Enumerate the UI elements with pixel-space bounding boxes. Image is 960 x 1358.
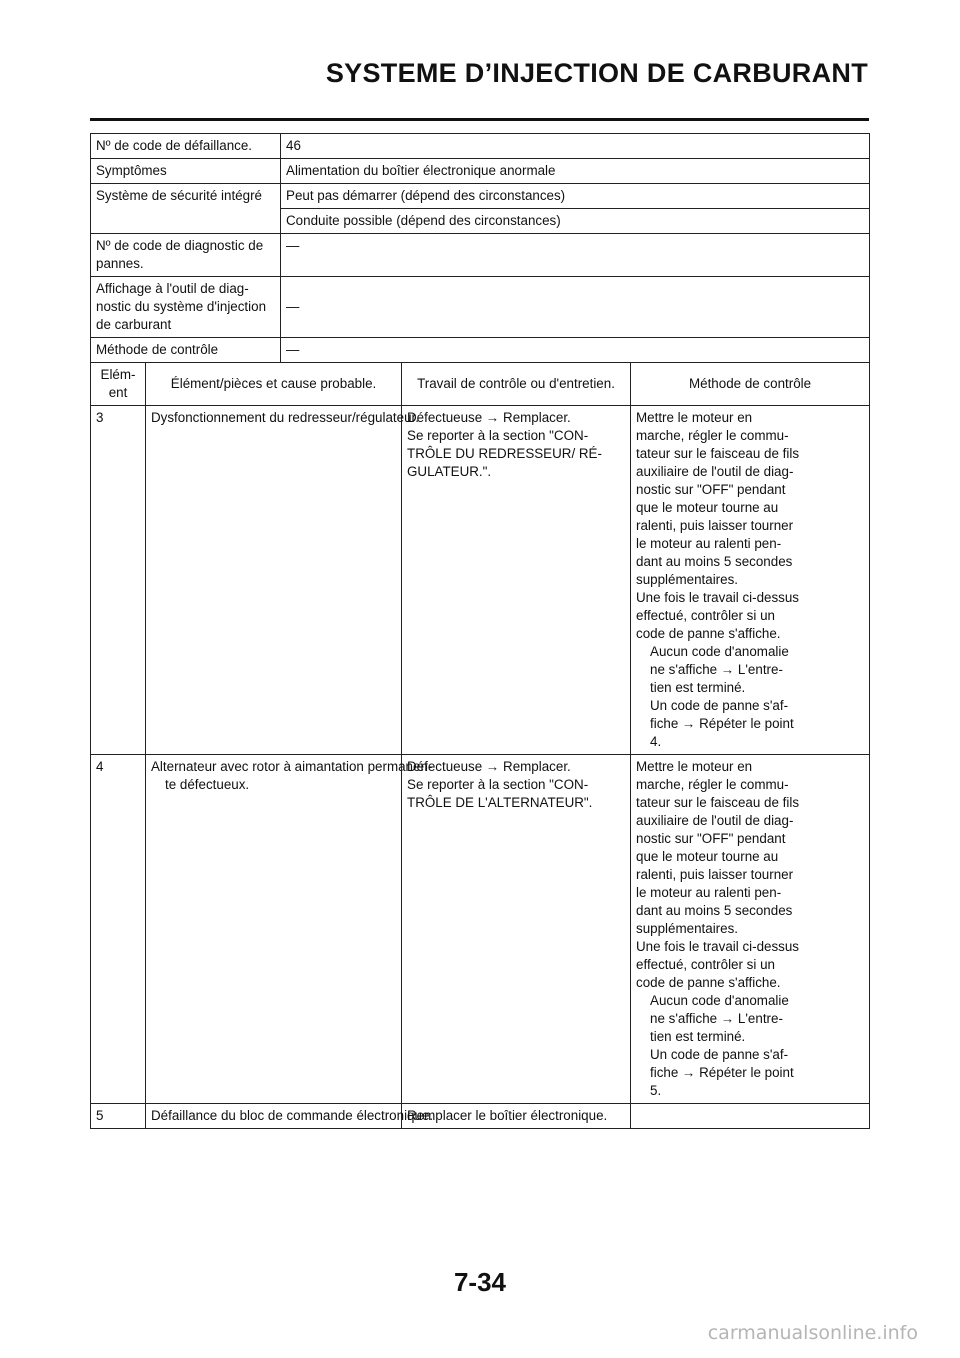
method-line: tateur sur le faisceau de fils xyxy=(636,446,800,461)
method-line: supplémentaires. xyxy=(636,572,738,587)
method-line: ralenti, puis laisser tourner xyxy=(636,518,794,533)
method-line: le moteur au ralenti pen- xyxy=(636,536,782,551)
cause-line: Défaillance du bloc de commande électronique. xyxy=(151,1108,434,1123)
info-row-method xyxy=(91,338,870,363)
method-sub-line: Un code de panne s'af- xyxy=(650,1047,789,1062)
work-line: GULATEUR.". xyxy=(407,464,492,479)
method-line: le moteur au ralenti pen- xyxy=(636,885,782,900)
method-line: code de panne s'affiche. xyxy=(636,975,781,990)
method-sub-line: ne s'affiche → L'entre- xyxy=(650,1011,783,1026)
info-row-fail-safe xyxy=(91,184,870,209)
display-label-line: nostic du système d'injection xyxy=(96,299,267,314)
method-line: que le moteur tourne au xyxy=(636,849,779,864)
info-row-code xyxy=(91,134,870,159)
code-label: Nº de code de défaillance. xyxy=(91,134,281,159)
info-row-diag-code xyxy=(91,234,870,277)
row-item: 4 xyxy=(91,755,146,1104)
row-work xyxy=(402,406,631,755)
row-item: 3 xyxy=(91,406,146,755)
display-value: — xyxy=(281,277,870,338)
row-method xyxy=(631,755,870,1104)
method-line: supplémentaires. xyxy=(636,921,738,936)
method-sub-line: tien est terminé. xyxy=(650,1029,746,1044)
method-line: Une fois le travail ci-dessus xyxy=(636,590,799,605)
fail-safe-value-1: Peut pas démarrer (dépend des circonstances) xyxy=(281,184,870,209)
row-method xyxy=(631,406,870,755)
method-sub-line: Aucun code d'anomalie xyxy=(650,993,789,1008)
page-number: 7-34 xyxy=(453,1267,507,1297)
method-sub-line: Un code de panne s'af- xyxy=(650,698,789,713)
method-line: ralenti, puis laisser tourner xyxy=(636,867,794,882)
diag-code-label-line: pannes. xyxy=(96,256,144,271)
fail-safe-label: Système de sécurité intégré xyxy=(91,184,281,234)
diagnostic-table xyxy=(90,133,870,1129)
method-sub-line: fiche → Répéter le point xyxy=(650,1065,794,1080)
method-sub-line: fiche → Répéter le point xyxy=(650,716,794,731)
method-sub-line: tien est terminé. xyxy=(650,680,746,695)
method-value: — xyxy=(281,338,870,363)
method-line: Mettre le moteur en xyxy=(636,410,753,425)
info-row-symptoms xyxy=(91,159,870,184)
cause-line: Alternateur avec rotor à aimantation permanen- xyxy=(151,759,433,774)
watermark: carmanualsonline.info xyxy=(707,1322,918,1344)
row-work xyxy=(402,1104,631,1129)
method-line: code de panne s'affiche. xyxy=(636,626,781,641)
fail-safe-value-2: Conduite possible (dépend des circonstances) xyxy=(281,209,870,234)
row-cause xyxy=(146,406,419,755)
column-header-method: Méthode de contrôle xyxy=(631,363,870,406)
diag-code-label-line: Nº de code de diagnostic de xyxy=(96,238,264,253)
work-line: Se reporter à la section "CON- xyxy=(407,777,589,792)
display-label-line: Affichage à l'outil de diag- xyxy=(96,281,249,296)
method-line: dant au moins 5 secondes xyxy=(636,554,793,569)
section-title: SYSTEME D’INJECTION DE CARBURANT xyxy=(325,58,868,88)
work-line: TRÔLE DU REDRESSEUR/ RÉ- xyxy=(407,446,602,461)
column-header-row xyxy=(91,363,870,406)
method-label: Méthode de contrôle xyxy=(91,338,281,363)
row-method xyxy=(631,1104,870,1129)
code-value: 46 xyxy=(281,134,870,159)
method-sub-line: 5. xyxy=(650,1083,662,1098)
diag-code-label xyxy=(91,234,281,277)
work-line: TRÔLE DE L'ALTERNATEUR". xyxy=(407,795,593,810)
display-label xyxy=(91,277,281,338)
diag-code-value: — xyxy=(281,234,870,277)
work-line: Se reporter à la section "CON- xyxy=(407,428,589,443)
method-line: nostic sur "OFF" pendant xyxy=(636,482,786,497)
symptoms-label: Symptômes xyxy=(91,159,281,184)
method-line: nostic sur "OFF" pendant xyxy=(636,831,786,846)
column-header-item-line: Elém- xyxy=(100,367,136,382)
method-line: effectué, contrôler si un xyxy=(636,957,775,972)
cause-line: te défectueux. xyxy=(165,777,250,792)
work-line: Défectueuse → Remplacer. xyxy=(407,759,571,774)
method-sub-line: ne s'affiche → L'entre- xyxy=(650,662,783,677)
row-work xyxy=(402,755,631,1104)
method-sub-line: 4. xyxy=(650,734,662,749)
row-item: 5 xyxy=(91,1104,146,1129)
column-header-item xyxy=(91,363,146,406)
column-header-cause: Élément/pièces et cause probable. xyxy=(146,363,402,406)
table-row xyxy=(91,755,870,1104)
method-line: marche, régler le commu- xyxy=(636,777,789,792)
method-line: Mettre le moteur en xyxy=(636,759,753,774)
table-row xyxy=(91,1104,870,1129)
method-line: auxiliaire de l'outil de diag- xyxy=(636,813,794,828)
method-line: dant au moins 5 secondes xyxy=(636,903,793,918)
method-sub-line: Aucun code d'anomalie xyxy=(650,644,789,659)
method-line: que le moteur tourne au xyxy=(636,500,779,515)
cause-line: Dysfonctionnement du redresseur/régulateur. xyxy=(151,410,419,425)
work-line: Remplacer le boîtier électronique. xyxy=(407,1108,608,1123)
method-line: Une fois le travail ci-dessus xyxy=(636,939,799,954)
method-line: effectué, contrôler si un xyxy=(636,608,775,623)
method-line: tateur sur le faisceau de fils xyxy=(636,795,800,810)
column-header-item-line: ent xyxy=(108,385,128,400)
symptoms-value: Alimentation du boîtier électronique anormale xyxy=(281,159,870,184)
method-line: marche, régler le commu- xyxy=(636,428,789,443)
header-divider xyxy=(90,118,869,121)
info-row-display xyxy=(91,277,870,338)
method-line: auxiliaire de l'outil de diag- xyxy=(636,464,794,479)
row-cause xyxy=(146,1104,434,1129)
row-cause xyxy=(146,755,433,1104)
column-header-work: Travail de contrôle ou d'entretien. xyxy=(402,363,631,406)
work-line: Défectueuse → Remplacer. xyxy=(407,410,571,425)
table-row xyxy=(91,406,870,755)
display-label-line: de carburant xyxy=(96,317,172,332)
